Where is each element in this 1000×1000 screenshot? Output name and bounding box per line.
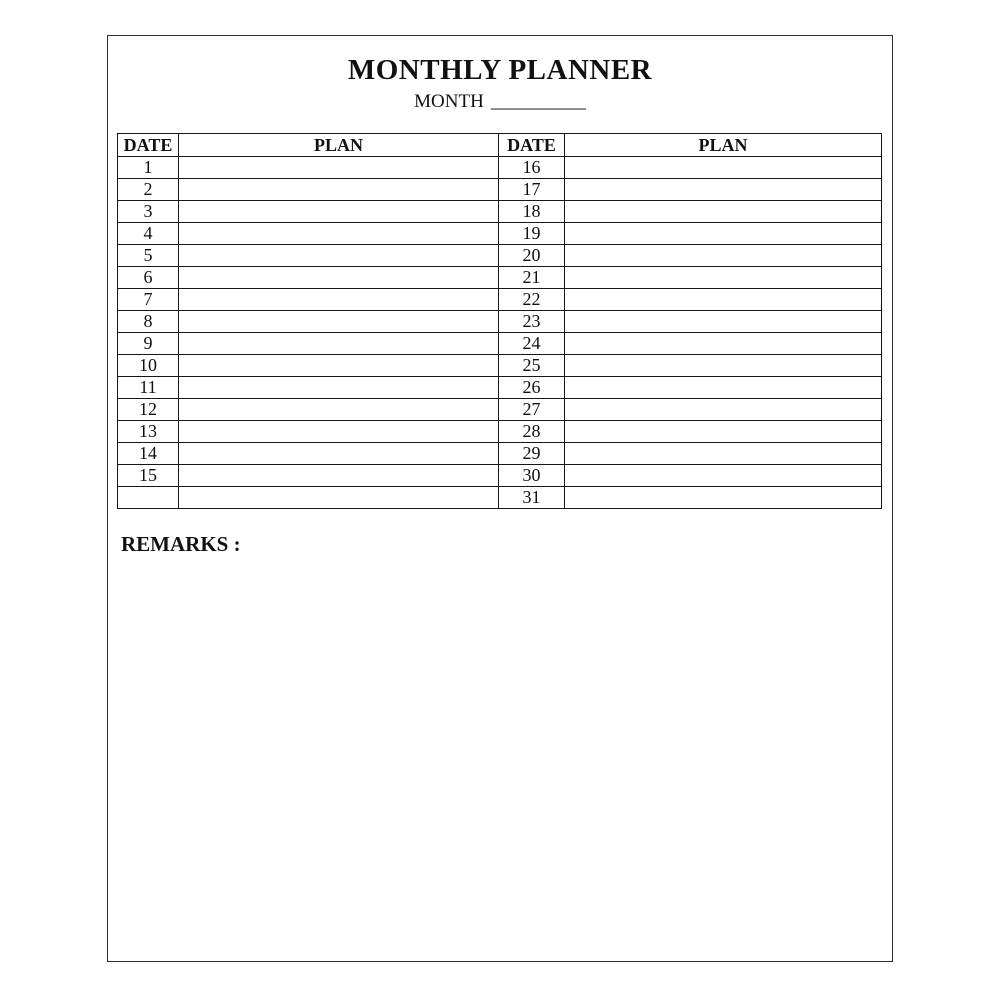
date-cell: 15 [118, 465, 179, 487]
remarks-label: REMARKS : [121, 532, 241, 556]
plan-cell[interactable] [179, 223, 499, 245]
plan-cell[interactable] [565, 355, 882, 377]
date-cell: 17 [499, 179, 565, 201]
plan-cell[interactable] [565, 289, 882, 311]
table-header-row [118, 134, 882, 157]
table-row [118, 157, 882, 179]
plan-cell[interactable] [179, 289, 499, 311]
page-frame [107, 35, 893, 962]
table-row [118, 289, 882, 311]
date-cell: 2 [118, 179, 179, 201]
date-cell: 18 [499, 201, 565, 223]
plan-cell[interactable] [565, 157, 882, 179]
plan-cell[interactable] [565, 333, 882, 355]
page-title: MONTHLY PLANNER [347, 54, 653, 86]
column-header-date-left: DATE [118, 134, 179, 157]
planner-table-body [118, 157, 882, 509]
plan-cell[interactable] [565, 223, 882, 245]
column-header-plan-right: PLAN [565, 134, 882, 157]
plan-cell[interactable] [565, 421, 882, 443]
table-row [118, 487, 882, 509]
date-cell: 13 [118, 421, 179, 443]
date-cell: 5 [118, 245, 179, 267]
table-row [118, 179, 882, 201]
plan-cell[interactable] [179, 421, 499, 443]
table-row [118, 465, 882, 487]
date-cell: 12 [118, 399, 179, 421]
plan-cell[interactable] [179, 311, 499, 333]
plan-cell[interactable] [179, 267, 499, 289]
date-cell: 16 [499, 157, 565, 179]
table-row [118, 245, 882, 267]
plan-cell[interactable] [565, 179, 882, 201]
column-header-date-right: DATE [499, 134, 565, 157]
date-cell: 30 [499, 465, 565, 487]
date-cell: 10 [118, 355, 179, 377]
planner-table [117, 133, 882, 509]
plan-cell[interactable] [565, 487, 882, 509]
plan-cell[interactable] [179, 487, 499, 509]
plan-cell[interactable] [179, 443, 499, 465]
date-cell: 11 [118, 377, 179, 399]
date-cell: 26 [499, 377, 565, 399]
date-cell: 8 [118, 311, 179, 333]
date-cell: 9 [118, 333, 179, 355]
plan-cell[interactable] [565, 465, 882, 487]
date-cell: 19 [499, 223, 565, 245]
date-cell: 29 [499, 443, 565, 465]
month-blank-field[interactable]: __________ [490, 91, 586, 112]
table-row [118, 223, 882, 245]
date-cell: 14 [118, 443, 179, 465]
date-cell: 4 [118, 223, 179, 245]
table-row [118, 201, 882, 223]
plan-cell[interactable] [179, 179, 499, 201]
plan-cell[interactable] [565, 245, 882, 267]
date-cell: 23 [499, 311, 565, 333]
plan-cell[interactable] [179, 465, 499, 487]
date-cell [118, 487, 179, 509]
plan-cell[interactable] [565, 311, 882, 333]
table-row [118, 421, 882, 443]
date-cell: 20 [499, 245, 565, 267]
plan-cell[interactable] [565, 267, 882, 289]
date-cell: 21 [499, 267, 565, 289]
plan-cell[interactable] [179, 355, 499, 377]
table-row [118, 399, 882, 421]
month-line [108, 91, 892, 113]
date-cell: 22 [499, 289, 565, 311]
plan-cell[interactable] [179, 377, 499, 399]
date-cell: 1 [118, 157, 179, 179]
table-row [118, 333, 882, 355]
column-header-plan-left: PLAN [179, 134, 499, 157]
plan-cell[interactable] [565, 399, 882, 421]
table-row [118, 355, 882, 377]
date-cell: 6 [118, 267, 179, 289]
date-cell: 7 [118, 289, 179, 311]
plan-cell[interactable] [565, 201, 882, 223]
table-row [118, 377, 882, 399]
table-row [118, 311, 882, 333]
plan-cell[interactable] [565, 377, 882, 399]
date-cell: 24 [499, 333, 565, 355]
plan-cell[interactable] [179, 201, 499, 223]
plan-cell[interactable] [179, 399, 499, 421]
date-cell: 28 [499, 421, 565, 443]
table-row [118, 267, 882, 289]
plan-cell[interactable] [179, 245, 499, 267]
date-cell: 25 [499, 355, 565, 377]
plan-cell[interactable] [179, 333, 499, 355]
date-cell: 27 [499, 399, 565, 421]
plan-cell[interactable] [179, 157, 499, 179]
table-row [118, 443, 882, 465]
month-label: MONTH [414, 91, 484, 112]
date-cell: 31 [499, 487, 565, 509]
plan-cell[interactable] [565, 443, 882, 465]
date-cell: 3 [118, 201, 179, 223]
